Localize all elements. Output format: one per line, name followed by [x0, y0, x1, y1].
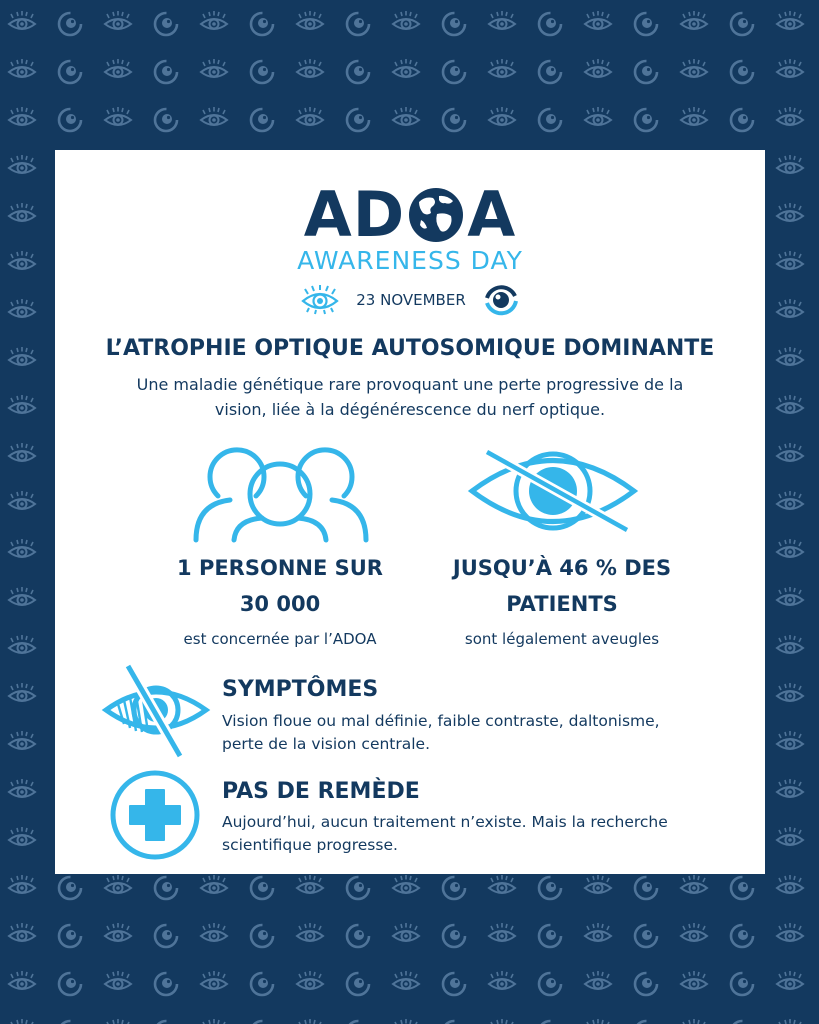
info-card: [55, 150, 765, 874]
eye-crossed-icon: [467, 448, 639, 534]
symptoms-title: SYMPTÔMES: [222, 677, 379, 702]
intro-text: [95, 372, 725, 422]
logo-wordmark: [304, 180, 516, 250]
stat-blindness: [412, 550, 712, 650]
stat-blindness-line-1: JUSQU’À 46 % DES: [452, 556, 672, 580]
date-row: [55, 280, 765, 320]
logo-text-left: AD: [303, 178, 406, 251]
intro-line-1: Une maladie génétique rare provoquant une perte progressive de la: [136, 375, 684, 394]
stat-prevalence-caption: est concernée par l’ADOA: [183, 630, 377, 648]
stat-blindness-caption: sont légalement aveugles: [464, 630, 660, 648]
symptoms-text: [222, 710, 752, 756]
stat-prevalence-line-1: 1 PERSONNE SUR: [177, 556, 383, 580]
globe-icon: [407, 186, 465, 244]
blurred-eye-icon: [100, 660, 212, 760]
symptoms-text-line-2: perte de la vision centrale.: [222, 735, 431, 753]
stat-prevalence: [130, 550, 430, 650]
logo: [55, 180, 765, 250]
stat-blindness-line-2: PATIENTS: [506, 592, 618, 616]
event-date: 23 NOVEMBER: [356, 291, 466, 309]
no-cure-title: PAS DE REMÈDE: [222, 779, 420, 804]
intro-line-2: vision, liée à la dégénérescence du nerf optique.: [214, 400, 606, 419]
eye-lashes-icon: [300, 285, 340, 315]
symptoms-text-line-1: Vision floue ou mal définie, faible contraste, daltonisme,: [222, 712, 660, 730]
page-title: L’ATROPHIE OPTIQUE AUTOSOMIQUE DOMINANTE: [105, 336, 715, 361]
people-icon: [190, 438, 370, 543]
awareness-day-subtitle: AWARENESS DAY: [297, 246, 523, 275]
eye-swirl-icon: [482, 281, 520, 319]
no-cure-text: [222, 811, 752, 857]
no-cure-text-line-1: Aujourd’hui, aucun traitement n’existe. Mais la recherche: [222, 813, 668, 831]
medical-cross-icon: [108, 768, 202, 862]
no-cure-text-line-2: scientifique progresse.: [222, 836, 398, 854]
stat-prevalence-line-2: 30 000: [239, 592, 321, 616]
logo-text-right: A: [467, 178, 517, 251]
